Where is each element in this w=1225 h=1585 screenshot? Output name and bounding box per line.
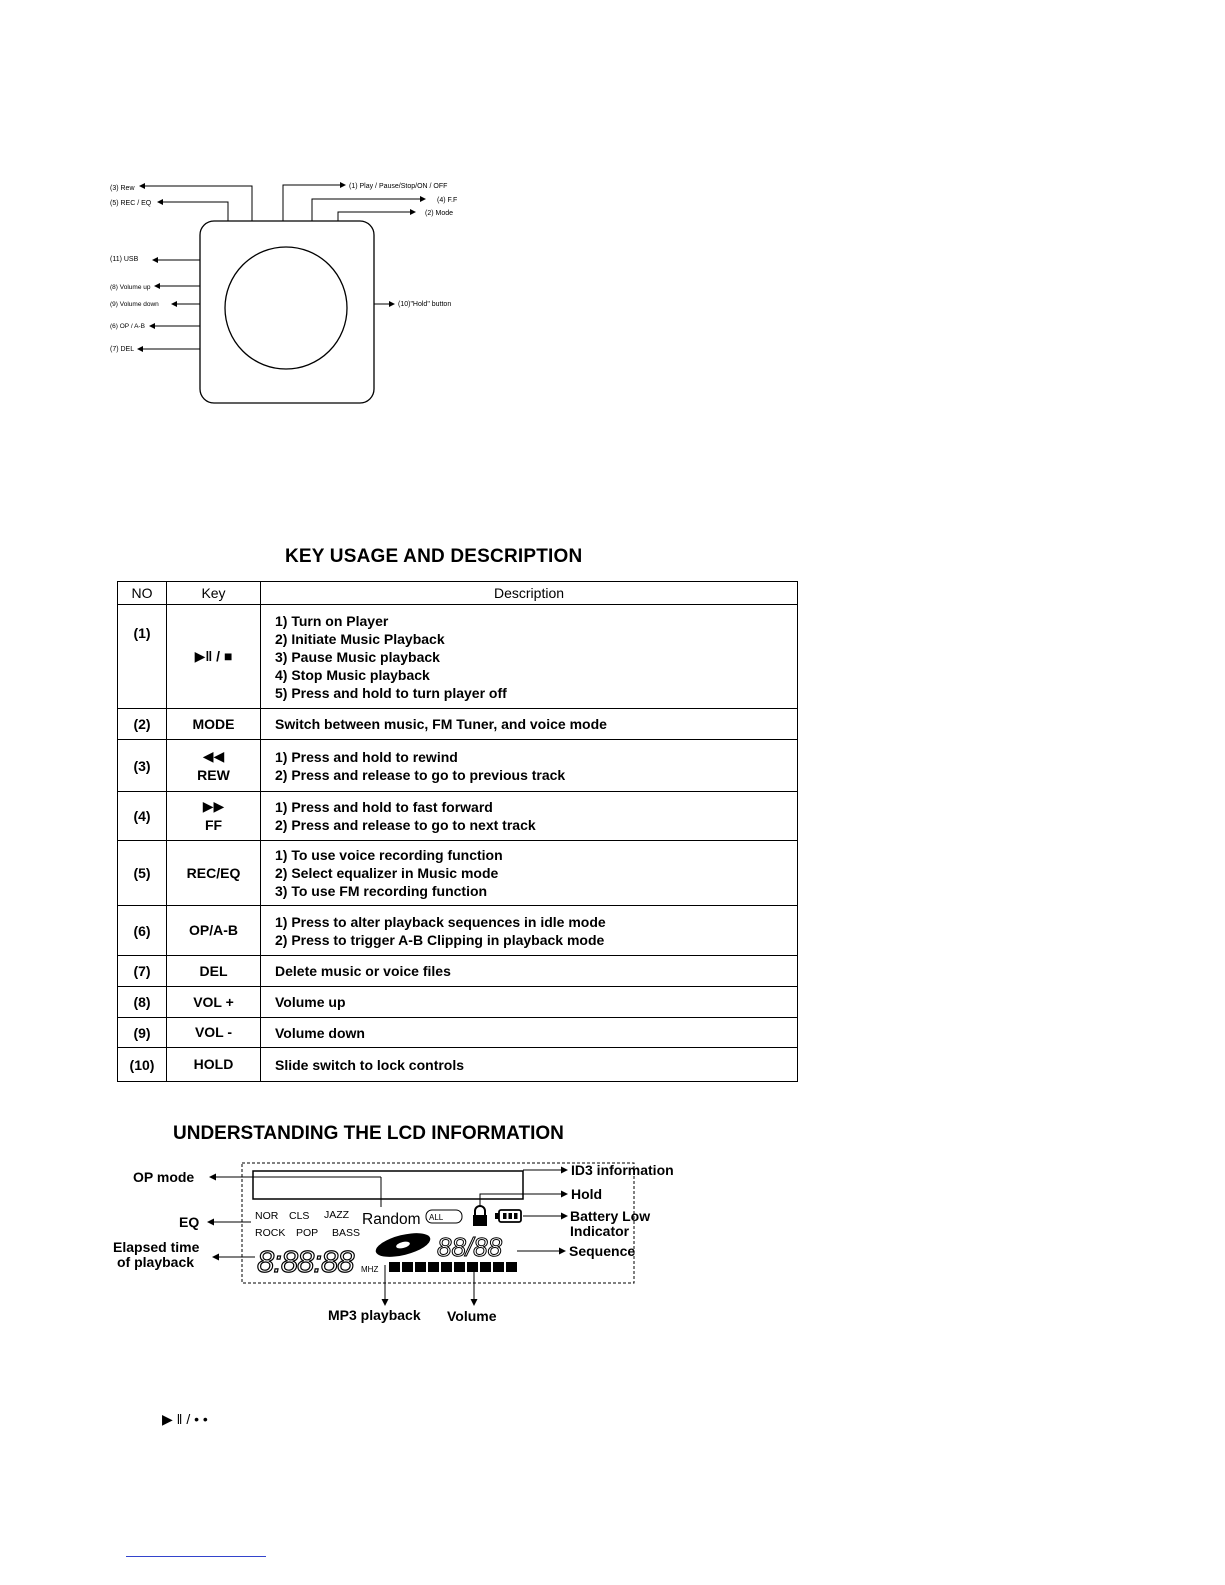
volume-segment [389,1262,400,1272]
volume-segment [454,1262,465,1272]
row-no: (10) [118,1048,167,1082]
device-diagram [100,175,470,410]
key-usage-table [117,581,798,1082]
eq-bass: BASS [332,1227,361,1239]
description-line: Slide switch to lock controls [275,1056,465,1073]
volume-segment [415,1262,426,1272]
label-mode: (2) Mode [425,210,454,217]
label-vol-down: (9) Volume down [110,301,159,308]
description-line: 3) To use FM recording function [275,883,488,899]
callout-battery-2: Indicator [570,1223,630,1239]
label-play: (1) Play / Pause/Stop/ON / OFF [349,183,448,190]
table-row [118,841,798,906]
sequence-display: 88/88 [437,1232,503,1262]
label-vol-up: (8) Volume up [110,284,151,291]
table-row [118,605,798,709]
eq-nor: NOR [255,1210,279,1222]
lock-icon [473,1206,487,1226]
row-description [261,956,798,987]
footer-glyphs: ▶ ‖ / • • [162,1411,208,1427]
row-no: (5) [118,841,167,906]
table-row [118,740,798,792]
device-wheel [225,247,347,369]
volume-bar [389,1262,517,1272]
row-no: (6) [118,906,167,956]
description-line: Volume up [275,994,346,1010]
label-usb: (11) USB [110,256,139,263]
table-header-row [118,582,798,605]
eq-jazz: JAZZ [324,1209,350,1221]
description-line: 1) Press and hold to rewind [275,748,458,765]
play-pause-stop-key: ▶‖ / ■ [194,648,233,664]
description-line: 2) Initiate Music Playback [275,630,445,647]
description-line: Switch between music, FM Tuner, and voice mode [275,716,607,732]
row-description [261,906,798,956]
eq-cls: CLS [289,1210,310,1222]
description-line: Delete music or voice files [275,963,451,979]
description-line: Volume down [275,1024,365,1041]
volume-segment [480,1262,491,1272]
callout-eq: EQ [179,1214,200,1230]
description-line: 4) Stop Music playback [275,666,430,683]
row-no: (4) [118,792,167,841]
table-row [118,792,798,841]
callout-sequence: Sequence [569,1243,636,1259]
row-description [261,792,798,841]
table-row [118,1048,798,1082]
header-no: NO [118,582,167,605]
eq-pop: POP [296,1227,319,1239]
lcd-title: UNDERSTANDING THE LCD INFORMATION [173,1123,564,1144]
description-line: 1) Press and hold to fast forward [275,799,493,815]
volume-segment [493,1262,504,1272]
label-hold: (10)"Hold" button [398,301,452,308]
lcd-diagram [105,1155,705,1335]
row-key: OP/A-B [167,906,261,956]
label-rew: (3) Rew [110,185,135,192]
row-key: HOLD [167,1048,261,1082]
label-rec-eq: (5) REC / EQ [110,200,152,207]
header-description: Description [261,582,798,605]
row-key: DEL [167,956,261,987]
description-line: 1) Press to alter playback sequences in idle mode [275,913,606,930]
volume-segment [402,1262,413,1272]
row-key: VOL - [167,1018,261,1048]
volume-segment [428,1262,439,1272]
description-line: 1) Turn on Player [275,612,389,629]
row-description [261,740,798,792]
eq-rock: ROCK [255,1227,286,1239]
table-row [118,956,798,987]
row-no: (9) [118,1018,167,1048]
footer-rule [126,1556,266,1557]
row-no: (1) [118,605,167,709]
fast-forward-icon: ▶▶ [202,798,225,814]
description-line: 3) Pause Music playback [275,648,440,665]
key-label: REW [197,766,230,783]
battery-icon [495,1210,521,1222]
description-line: 2) Press and release to go to next track [275,817,536,833]
row-key: VOL + [167,987,261,1018]
row-key [167,740,261,792]
volume-segment [506,1262,517,1272]
row-key: MODE [167,709,261,740]
disc-icon [373,1229,432,1262]
row-key: REC/EQ [167,841,261,906]
table-row [118,906,798,956]
callout-battery-1: Battery Low [570,1208,651,1224]
description-line: 2) Press to trigger A-B Clipping in playback mode [275,931,605,948]
volume-segment [441,1262,452,1272]
row-key [167,605,261,709]
row-description [261,987,798,1018]
table-row [118,1018,798,1048]
all-badge-text: ALL [429,1213,444,1222]
key-label: FF [204,817,223,833]
row-description [261,1018,798,1048]
callout-elapsed-2: of playback [117,1254,195,1270]
key-usage-title: KEY USAGE AND DESCRIPTION [285,546,583,567]
row-description [261,1048,798,1082]
callout-mp3: MP3 playback [328,1307,421,1323]
row-description [261,709,798,740]
row-no: (8) [118,987,167,1018]
header-key: Key [167,582,261,605]
rewind-icon: ◀◀ [202,747,225,764]
label-ff: (4) F.F [437,197,458,204]
elapsed-time-display: 8:88:88 [257,1244,354,1279]
row-description [261,841,798,906]
callout-id3: ID3 information [571,1162,674,1178]
unit-label: MHZ [361,1265,379,1274]
row-no: (7) [118,956,167,987]
table-row [118,987,798,1018]
description-line: 1) To use voice recording function [275,847,503,863]
callout-elapsed-1: Elapsed time [113,1239,200,1255]
row-description [261,605,798,709]
description-line: 2) Select equalizer in Music mode [275,865,499,881]
description-line: 5) Press and hold to turn player off [275,684,507,701]
id3-box [253,1171,523,1199]
label-op-ab: (6) OP / A-B [110,323,145,330]
label-del: (7) DEL [110,346,135,353]
row-no: (3) [118,740,167,792]
callout-op-mode: OP mode [133,1169,195,1185]
random-indicator: Random [362,1211,421,1228]
description-line: 2) Press and release to go to previous track [275,766,566,783]
callout-volume: Volume [447,1308,497,1324]
callout-hold: Hold [571,1186,603,1202]
volume-segment [467,1262,478,1272]
row-key [167,792,261,841]
row-no: (2) [118,709,167,740]
device-body [200,221,374,403]
table-row [118,709,798,740]
